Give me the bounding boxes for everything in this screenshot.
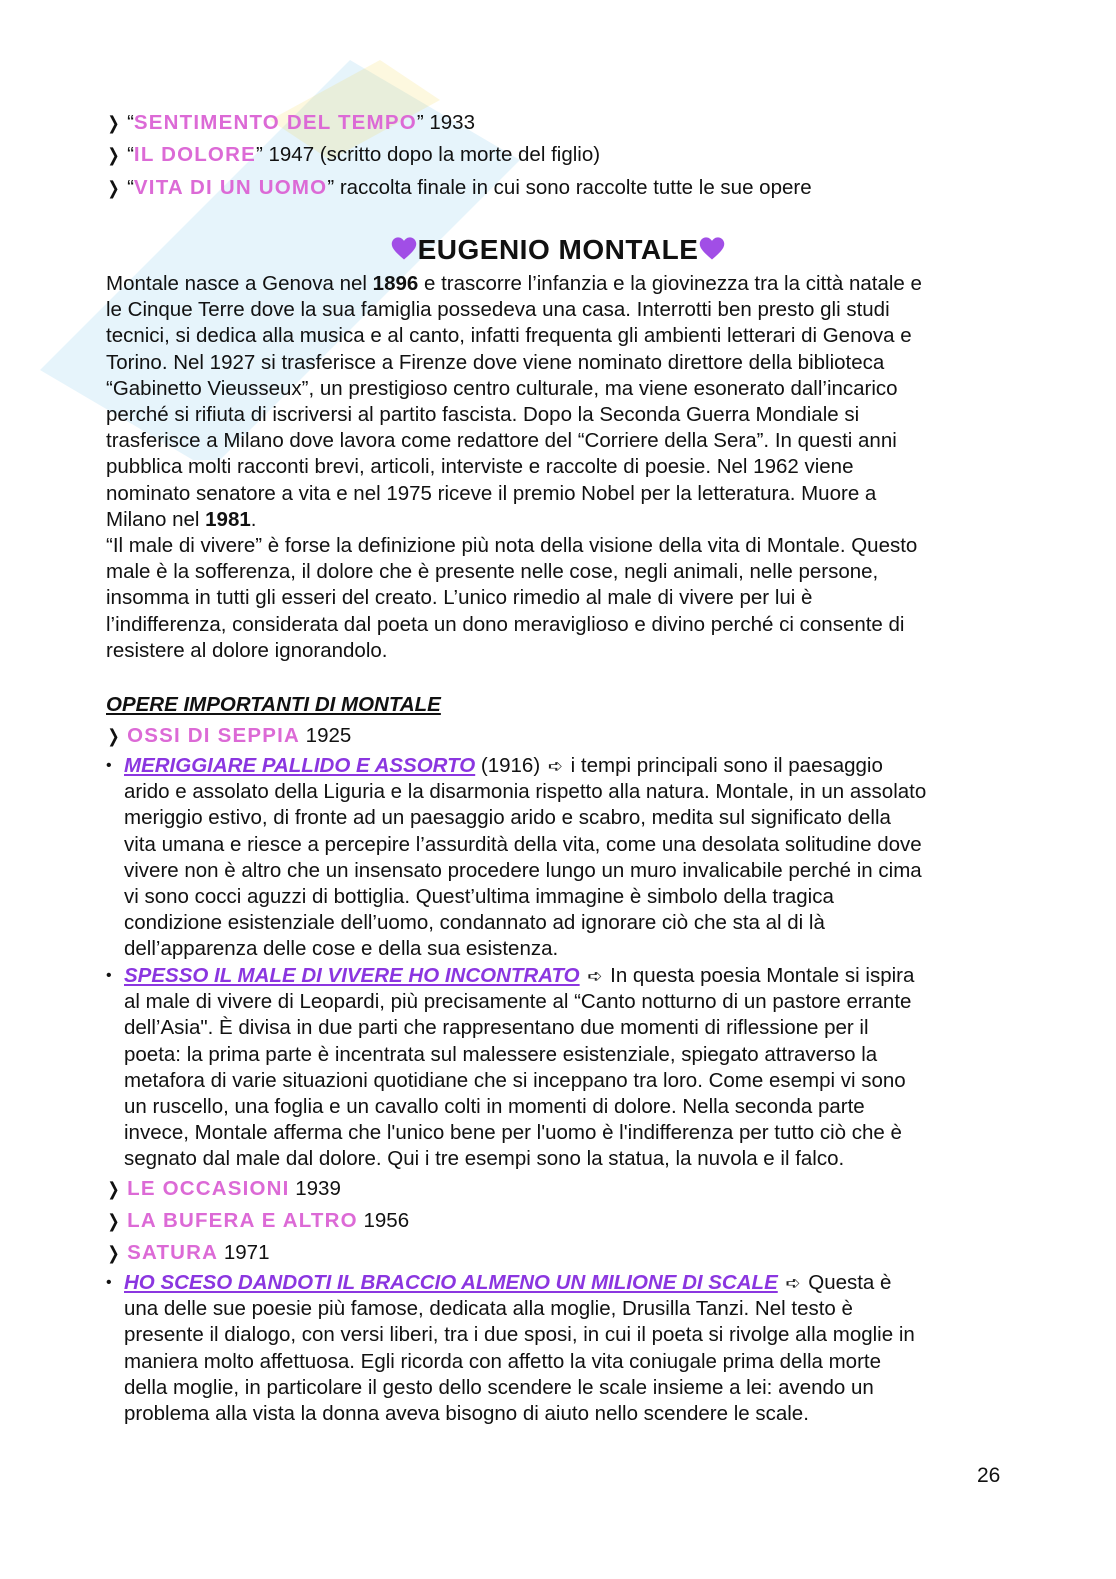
purple-heart-icon [390,235,418,263]
chevron-right-icon: ❯ [107,1179,120,1199]
collection-ossi: ❯ OSSI DI SEPPIA 1925 [107,724,352,747]
chevron-right-icon: ❯ [107,145,120,165]
outline-right-arrow-icon: ➪ [785,1273,801,1293]
list-item-sentimento: ❯ “SENTIMENTO DEL TEMPO” 1933 [107,111,475,134]
poem-ho-sceso: • HO SCESO DANDOTI IL BRACCIO ALMENO UN MILIONE DI SCALE ➪ Questa è una delle sue poesie più famose, dedicata alla moglie, Drusilla Tanzi. Nel testo è presente il dialogo, con versi liberi, tra i due sposi, in cui il poeta si rivolge alla moglie in maniera molto affettuosa. Egli ricorda con affetto la vita coniugale prima della morte della moglie, in particolare il gesto dello scendere le scale insieme a lei: avendo un problema alla vista la donna aveva bisogno di aiuto nello scendere le scale. [106,1271,915,1426]
biography-paragraph: Montale nasce a Genova nel 1896 e trascorre l’infanzia e la giovinezza tra la città natale e le Cinque Terre dove la sua famiglia possedeva una casa. Interrotti ben presto gli studi tecnici, si dedica alla musica e al canto, infatti frequenta gli ambienti letterari di Genova e Torino. Nel 1927 si trasferisce a Firenze dove viene nominato direttore della biblioteca “Gabinetto Vieusseux”, un prestigioso centro culturale, ma viene esonerato dall’incarico perché si rifiuta di iscriversi al partito fascista. Dopo la Seconda Guerra Mondiale si trasferisce a Milano dove lavora come redattore del “Corriere della Sera”. In questi anni pubblica molti racconti brevi, articoli, interviste e raccolte di poesie. Nel 1962 viene nominato senatore a vita e nel 1975 riceve il premio Nobel per la letteratura. Muore a Milano nel 1981. “Il male di vivere” è forse la definizione più nota della visione della vita di Montale. Questo male è la sofferenza, il dolore che è presente nelle cose, negli animali, nelle persone, insomma in tutti gli esseri del creato. L’unico rimedio al male di vivere per lui è l’indifferenza, considerata dal poeta un dono meraviglioso e divino perché ci consente di resistere al dolore ignorandolo. [106,272,922,662]
poem-spesso: • SPESSO IL MALE DI VIVERE HO INCONTRATO ➪ In questa poesia Montale si ispira al male di vivere di Leopardi, più precisamente al “Canto notturno di un pastore errante dell’Asia". È divisa in due parti che rappresentano due momenti di riflessione per il poeta: la prima parte è incentrata sul malessere esistenziale, spiegato attraverso la metafora di varie situazioni quotidiane che si inceppano tra loro. Come esempi vi sono un ruscello, una foglia e un cavallo colti in momenti di dolore. Nella seconda parte invece, Montale afferma che l'unico bene per l'uomo è l'indifferenza per tutto ciò che è segnato dal male dal dolore. Qui i tre esempi sono la statua, la nuvola e il falco. [106,964,915,1171]
poem-title-link[interactable]: HO SCESO DANDOTI IL BRACCIO ALMENO UN MILIONE DI SCALE [124,1271,778,1294]
chevron-right-icon: ❯ [107,178,120,198]
chevron-right-icon: ❯ [107,1211,120,1231]
chevron-right-icon: ❯ [107,1243,120,1263]
section-title [0,232,1116,268]
poem-meriggiare: • MERIGGIARE PALLIDO E ASSORTO (1916) ➪ i tempi principali sono il paesaggio arido e assolato della Liguria e la disarmonia rispetto alla natura. Montale, in un assolato meriggio estivo, di fronte ad un paesaggio arido e scabro, medita sul significato della vita umana e riesce a percepire l’assurdità della vita, come una desolata solitudine dove vivere non è altro che un insensato procedere lungo un muro invalicabile perché in cima vi sono cocci aguzzi di bottiglia. Quest’ultima immagine è simbolo della tragica condizione esistenziale dell’uomo, condannato ad ignorare ciò che sta al di là dell’apparenza delle cose e della sua esistenza. [106,754,927,961]
outline-right-arrow-icon: ➪ [587,966,603,986]
works-heading: OPERE IMPORTANTI DI MONTALE [106,693,441,716]
work-title: VITA DI UN UOMO [133,176,328,199]
outline-right-arrow-icon: ➪ [547,756,563,776]
chevron-right-icon: ❯ [107,726,120,746]
poem-title-link[interactable]: MERIGGIARE PALLIDO E ASSORTO [124,754,476,777]
poem-title-link[interactable]: SPESSO IL MALE DI VIVERE HO INCONTRATO [124,964,580,987]
collection-occasioni: ❯ LE OCCASIONI 1939 [107,1177,341,1200]
chevron-right-icon: ❯ [107,113,120,133]
section-title-text: EUGENIO MONTALE [417,234,699,265]
page-number: 26 [977,1464,1001,1487]
work-title: IL DOLORE [133,143,256,166]
collection-bufera: ❯ LA BUFERA E ALTRO 1956 [107,1209,410,1232]
purple-heart-icon [698,235,726,263]
work-title: SENTIMENTO DEL TEMPO [133,111,417,134]
list-item-dolore: ❯ “IL DOLORE” 1947 (scritto dopo la morte del figlio) [107,143,601,166]
collection-satura: ❯ SATURA 1971 [107,1241,270,1264]
list-item-vita: ❯ “VITA DI UN UOMO” raccolta finale in cui sono raccolte tutte le sue opere [107,176,812,199]
